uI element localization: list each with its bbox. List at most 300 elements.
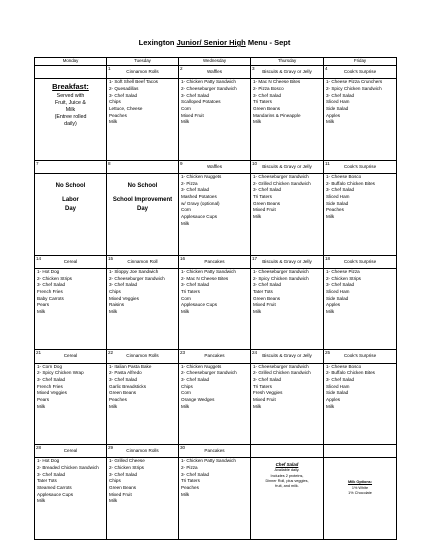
menu-item: Green Beans [253, 105, 281, 111]
menu-item: 3- Chef Salad [326, 282, 355, 288]
menu-item: Peaches [109, 112, 127, 118]
breakfast-special [107, 161, 178, 164]
breakfast-note: Served with [56, 93, 85, 100]
date-row [35, 160, 397, 173]
menu-item: 2- Breaded Chicken Sandwich [37, 465, 99, 471]
menu-items [107, 79, 178, 126]
menu-item: French Fries [37, 288, 63, 294]
menu-cell [179, 174, 251, 255]
no-school-line: School Improvement [112, 196, 173, 203]
menu-item: Lettuce, Cheese [109, 105, 143, 111]
date-cell [35, 255, 107, 268]
no-school-line: Labor [62, 196, 79, 203]
menu-items [179, 458, 250, 498]
menu-item: Mixed Fruit [109, 491, 132, 497]
menu-item: 1- Chicken Nuggets [181, 174, 222, 180]
menu-item: Applesauce Cups [37, 491, 74, 497]
date-cell [179, 160, 251, 173]
menu-items [35, 364, 106, 411]
menu-item: 2- Buffalo Chicken Bites [326, 180, 375, 186]
menu-item: 1- Italian Pasta Bake [109, 363, 152, 369]
date-number: 30 [180, 445, 186, 451]
menu-item: 2- Mac N Cheese Bites [181, 275, 229, 281]
no-school-line: Day [136, 206, 148, 213]
menu-item: Mandarins & Pineapple [253, 112, 301, 118]
menu-item: Corn [181, 390, 191, 396]
menu-cell [107, 79, 179, 160]
menu-cell [107, 458, 179, 540]
milk-option: 1% Chocolate [348, 490, 372, 495]
date-cell [107, 160, 179, 173]
menu-item: Pears [37, 302, 50, 308]
menu-item: 1- Cheese Pizza [326, 268, 360, 274]
date-cell [324, 66, 397, 79]
date-cell [179, 350, 251, 363]
breakfast-special [35, 161, 106, 164]
menu-item: Garlic Breadsticks [109, 383, 147, 389]
menu-item: Milk [109, 308, 118, 314]
no-school-notice [107, 182, 178, 215]
no-school-notice [35, 182, 106, 215]
menu-item: 3- Chef Salad [109, 471, 138, 477]
menu-items [251, 364, 323, 411]
menu-item: Milk [253, 308, 262, 314]
menu-items [179, 364, 250, 411]
menu-item: Peaches [109, 396, 127, 402]
breakfast-special: Biscuits & Gravy or Jelly [262, 163, 312, 169]
menu-cell [179, 458, 251, 540]
menu-item: Green Beans [253, 295, 281, 301]
menu-item: Mixed Fruit [253, 396, 276, 402]
date-cell [107, 255, 179, 268]
breakfast-special: Cereal [63, 353, 78, 359]
menu-item: 2- Grilled Chicken Sandwich [253, 370, 311, 376]
menu-items [107, 269, 178, 316]
menu-items [324, 269, 396, 316]
date-number: 4 [325, 66, 328, 71]
date-cell [35, 445, 107, 458]
menu-item: Mixed Fruit [181, 112, 204, 118]
menu-cell [251, 363, 324, 444]
menu-row [35, 174, 397, 255]
breakfast-special: Biscuits & Gravy or Jelly [262, 353, 312, 359]
menu-items [107, 364, 178, 411]
date-number: 28 [36, 445, 42, 451]
menu-item: 1- Cheeseburger Sandwich [253, 363, 309, 369]
date-row [35, 350, 397, 363]
title-suffix: Menu - Sept [245, 38, 291, 47]
menu-item: Tri Taters [253, 194, 272, 200]
breakfast-title: Breakfast: [52, 82, 89, 92]
date-number: 24 [252, 350, 258, 356]
date-number: 10 [252, 160, 258, 166]
menu-items [35, 269, 106, 316]
menu-item: 2- Spicy Chicken Sandwich [326, 86, 382, 91]
menu-cell [324, 268, 397, 349]
menu-cell [251, 458, 324, 540]
chef-salad-note [251, 458, 323, 488]
menu-item: 1- Cheeseburger Sandwich [253, 268, 309, 274]
menu-item: 2- Chicken Strips [109, 465, 144, 471]
breakfast-special: Pancakes [204, 258, 225, 264]
date-cell [251, 445, 324, 458]
date-row [35, 255, 397, 268]
date-number: 11 [325, 160, 330, 166]
menu-item: Milk [181, 491, 190, 497]
menu-item: Tri Taters [253, 383, 272, 389]
menu-item: French Fries [37, 383, 63, 389]
menu-cell [324, 458, 397, 540]
menu-item: 1- Mac N Cheese Bites [253, 79, 301, 85]
menu-items [251, 269, 323, 316]
menu-item: 1- Cheeseburger Sandwich [253, 174, 309, 180]
title-school: Junior/ Senior High [176, 38, 246, 47]
menu-cell [179, 363, 251, 444]
breakfast-special: Cinnamon Rolls [126, 69, 159, 74]
menu-item: Milk [253, 403, 262, 409]
menu-cell [179, 79, 251, 160]
menu-item: Sliced Ham [326, 99, 350, 105]
menu-item: 3- Chef Salad [37, 471, 66, 477]
menu-item: Mixed Fruit [253, 302, 276, 308]
menu-item: Peaches [326, 207, 344, 213]
date-cell [35, 350, 107, 363]
date-number: 17 [252, 255, 258, 261]
day-header: Thursday [251, 58, 324, 66]
breakfast-special: Cook's Surprise [343, 258, 377, 264]
menu-cell [324, 363, 397, 444]
breakfast-special: Cereal [63, 448, 78, 454]
date-cell [324, 350, 397, 363]
menu-items [251, 174, 323, 221]
menu-item: 1- Corn Dog [37, 363, 63, 369]
weeks-body [35, 66, 397, 540]
menu-cell [324, 174, 397, 255]
menu-item: Sliced Ham [326, 288, 350, 294]
date-number: 29 [108, 445, 114, 451]
menu-item: w/ Gravy (optional) [181, 200, 220, 206]
menu-item: 1- Cheese Bosco [326, 363, 362, 369]
menu-item: Milk [109, 119, 118, 125]
milk-options-title: Milk Options: [347, 480, 373, 485]
menu-item: Milk [37, 498, 46, 504]
menu-item: 2- Pizza Bosco [253, 86, 284, 91]
menu-item: 3- Chef Salad [109, 92, 138, 98]
day-header: Tuesday [107, 58, 179, 66]
menu-item: 3- Chef Salad [253, 187, 282, 193]
menu-item: 2- Pizza [181, 465, 198, 471]
menu-item: Apples [326, 396, 341, 402]
menu-item: 3- Chef Salad [37, 377, 66, 382]
date-cell [107, 445, 179, 458]
menu-item: Side Salad [326, 295, 349, 301]
breakfast-special: Pancakes [204, 448, 225, 454]
menu-item: 1- Cheese Pizza Crunchers [326, 79, 383, 85]
menu-item: Tater Tots [37, 478, 57, 484]
menu-item: Mixed Veggies [37, 390, 67, 396]
menu-item: Fresh Veggies [253, 390, 283, 396]
menu-items [107, 458, 178, 505]
menu-item: 2- Buffalo Chicken Bites [326, 370, 375, 376]
menu-item: 1- Chicken Nuggets [181, 363, 222, 369]
menu-item: 3- Chef Salad [37, 282, 66, 288]
chef-salad-line: fruit, and milk. [275, 483, 299, 488]
menu-item: Milk [326, 308, 335, 314]
menu-item: Tri Taters [181, 478, 200, 484]
date-number: 18 [325, 255, 331, 261]
menu-item: 1- Chicken Patty Sandwich [181, 458, 236, 464]
menu-row [35, 363, 397, 444]
menu-item: 2- Pasta Alfredo [109, 370, 142, 376]
menu-item: Milk [181, 308, 190, 314]
date-cell [324, 445, 397, 458]
date-number: 7 [36, 160, 39, 166]
menu-item: Tri Taters [253, 99, 272, 105]
date-cell [179, 66, 251, 79]
menu-cell [35, 79, 107, 160]
menu-item: Tater Tots [253, 288, 273, 294]
menu-item: Sliced Ham [326, 194, 350, 200]
day-header: Wednesday [179, 58, 251, 66]
date-number: 3 [252, 66, 255, 71]
menu-item: 2- Chicken Strips [37, 275, 72, 281]
date-number: 14 [36, 255, 42, 261]
date-number: 2 [180, 66, 183, 71]
menu-item: Chips [109, 478, 121, 484]
menu-item: 2- Cheeseburger Sandwich [181, 86, 237, 91]
menu-item: Milk [326, 119, 335, 125]
menu-table [34, 57, 397, 540]
title-prefix: Lexington [138, 38, 177, 47]
menu-item: Chips [109, 288, 121, 294]
date-cell [107, 350, 179, 363]
breakfast-special: Cook's Surprise [343, 163, 377, 169]
menu-item: 3- Chef Salad [253, 282, 282, 288]
menu-item: 3- Chef Salad [181, 471, 210, 477]
menu-item: 3- Chef Salad [326, 92, 355, 98]
menu-item: 2- Quesadillas [109, 86, 139, 91]
menu-item: 1- Hot Dog [37, 268, 60, 274]
breakfast-special: Cinnamon Rolls [126, 448, 159, 454]
menu-items [324, 79, 396, 126]
menu-cell [251, 79, 324, 160]
page-title [0, 38, 429, 47]
chef-salad-line: Dinner Roll, plus veggies, [265, 478, 309, 483]
menu-row [35, 268, 397, 349]
menu-item: Milk [109, 498, 118, 504]
menu-item: 3- Chef Salad [326, 377, 355, 382]
menu-cell [107, 268, 179, 349]
menu-item: 3- Chef Salad [181, 282, 210, 288]
date-cell [107, 66, 179, 79]
menu-item: 1- Chicken Patty Sandwich [181, 79, 236, 85]
breakfast-special: Cinnamon Rolls [126, 353, 159, 359]
breakfast-special: Cinnamon Roll [127, 258, 158, 264]
menu-item: Milk [37, 308, 46, 314]
menu-item: Tri Taters [181, 288, 200, 294]
menu-item: Side Salad [326, 200, 349, 206]
breakfast-special: Biscuits & Gravy or Jelly [262, 258, 312, 264]
breakfast-special: Biscuits & Gravy or Jelly [262, 69, 312, 74]
date-cell [324, 160, 397, 173]
menu-item: Milk [253, 119, 262, 125]
menu-item: 3- Chef Salad [109, 377, 138, 382]
menu-cell [251, 174, 324, 255]
menu-item: Applesauce Cups [181, 214, 218, 220]
menu-item: 1- Cheese Bosco [326, 174, 362, 180]
menu-item: 3- Chef Salad [181, 377, 210, 382]
menu-item: 3- Chef Salad [326, 187, 355, 193]
menu-items [179, 79, 250, 126]
chef-salad-line: Available daily. [274, 468, 300, 473]
day-header: Monday [35, 58, 107, 66]
menu-item: Mashed Potatoes [181, 194, 217, 200]
date-cell [179, 255, 251, 268]
breakfast-special [324, 445, 396, 448]
menu-item: Corn [181, 105, 191, 111]
date-number: 23 [180, 350, 186, 356]
menu-items [251, 79, 323, 126]
menu-item: Apples [326, 112, 341, 118]
menu-items [179, 174, 250, 227]
menu-item: 1- Chicken Patty Sandwich [181, 268, 236, 274]
date-cell [251, 66, 324, 79]
date-cell [35, 160, 107, 173]
breakfast-special: Cook's Surprise [343, 353, 377, 359]
menu-items [324, 174, 396, 221]
chef-salad-title: Chef Salad [275, 462, 299, 468]
menu-item: Milk [181, 119, 190, 125]
menu-item: Green Beans [253, 200, 281, 206]
menu-item: 3- Chef Salad [181, 187, 210, 193]
menu-item: Milk [109, 403, 118, 409]
no-school-line: Day [64, 206, 76, 213]
menu-item: Peaches [181, 485, 199, 491]
menu-row [35, 79, 397, 160]
menu-item: Corn [181, 207, 191, 213]
menu-item: Chips [181, 383, 193, 389]
milk-option: 1% White [351, 485, 369, 490]
menu-items [35, 458, 106, 505]
breakfast-special: Pancakes [204, 353, 225, 359]
menu-cell [35, 363, 107, 444]
breakfast-special: Cook's Surprise [343, 69, 377, 74]
date-cell [324, 255, 397, 268]
breakfast-note: (Entree rolled [54, 113, 87, 120]
day-header: Friday [324, 58, 397, 66]
date-row [35, 66, 397, 79]
menu-item: Scalloped Potatoes [181, 99, 221, 105]
breakfast-note: Fruit, Juice & [55, 100, 86, 107]
date-number: 22 [108, 350, 114, 356]
menu-item: Chips [109, 99, 121, 105]
menu-item: Sliced Ham [326, 383, 350, 389]
menu-item: 3- Chef Salad [109, 282, 138, 288]
menu-item: Baby Carrots [37, 295, 64, 301]
date-cell [251, 255, 324, 268]
menu-item: Milk [181, 403, 190, 409]
date-cell [251, 160, 324, 173]
menu-item: Milk [181, 220, 190, 226]
menu-item: 2- Grilled Chicken Sandwich [253, 180, 311, 186]
menu-cell [35, 174, 107, 255]
menu-item: 3- Chef Salad [181, 92, 210, 98]
menu-item: Mixed Veggies [109, 295, 139, 301]
menu-item: Orange Wedges [181, 396, 215, 402]
menu-item: Milk [326, 403, 335, 409]
menu-item: 1- Soft Shell Beef Tacos [109, 79, 158, 85]
date-number: 16 [180, 255, 186, 261]
date-cell [35, 66, 107, 79]
menu-item: Green Beans [109, 485, 137, 491]
menu-item: Milk [37, 403, 46, 409]
menu-item: 2- Cheeseburger Sandwich [181, 370, 237, 376]
menu-item: 2- Pizza [181, 180, 198, 186]
menu-item: Raisins [109, 302, 125, 308]
date-number: 25 [325, 350, 331, 356]
menu-cell [179, 268, 251, 349]
menu-item: Side Salad [326, 105, 349, 111]
date-number: 15 [108, 255, 114, 261]
menu-cell [35, 458, 107, 540]
menu-item: Side Salad [326, 390, 349, 396]
breakfast-special: Waffles [206, 163, 223, 169]
date-number: 1 [108, 66, 111, 71]
menu-item: 1- Hot Dog [37, 458, 60, 464]
menu-item: 1- Sloppy Joe Sandwich [109, 268, 159, 274]
breakfast-note: Milk [65, 106, 76, 113]
no-school-line: No School [55, 183, 86, 190]
menu-item: Applesauce Cups [181, 302, 218, 308]
menu-item: Corn [181, 295, 191, 301]
no-school-line: No School [127, 183, 158, 190]
date-number: 8 [108, 160, 111, 166]
date-cell [179, 445, 251, 458]
menu-item: 3- Chef Salad [253, 377, 282, 382]
breakfast-special: Cereal [63, 258, 78, 264]
menu-cell [251, 268, 324, 349]
menu-cell [324, 79, 397, 160]
menu-item: 2- Cheeseburger Sandwich [109, 275, 165, 281]
menu-row [35, 458, 397, 540]
menu-item: Milk [253, 214, 262, 220]
menu-items [324, 364, 396, 411]
date-number: 21 [36, 350, 42, 356]
breakfast-special [251, 445, 323, 448]
date-row [35, 445, 397, 458]
menu-item: 2- Spicy Chicken Sandwich [253, 275, 309, 281]
breakfast-note: daily) [64, 120, 77, 127]
menu-item: 1- Grilled Cheese [109, 458, 145, 464]
menu-item: Apples [326, 302, 341, 308]
menu-item: Green Beans [109, 390, 137, 396]
menu-item: 3- Chef Salad [253, 92, 282, 98]
chef-salad-line: Includes 2 proteins, [270, 473, 304, 478]
day-header-row [35, 58, 397, 66]
menu-item: Steamed Carrots [37, 485, 72, 491]
menu-items [179, 269, 250, 316]
menu-item: Mixed Fruit [253, 207, 276, 213]
menu-cell [107, 174, 179, 255]
menu-item: Milk [326, 214, 335, 220]
milk-options-note [324, 458, 396, 495]
menu-item: Pears [37, 396, 50, 402]
breakfast-special [35, 66, 106, 69]
menu-cell [107, 363, 179, 444]
date-cell [251, 350, 324, 363]
menu-cell [35, 268, 107, 349]
date-number: 9 [180, 160, 183, 166]
